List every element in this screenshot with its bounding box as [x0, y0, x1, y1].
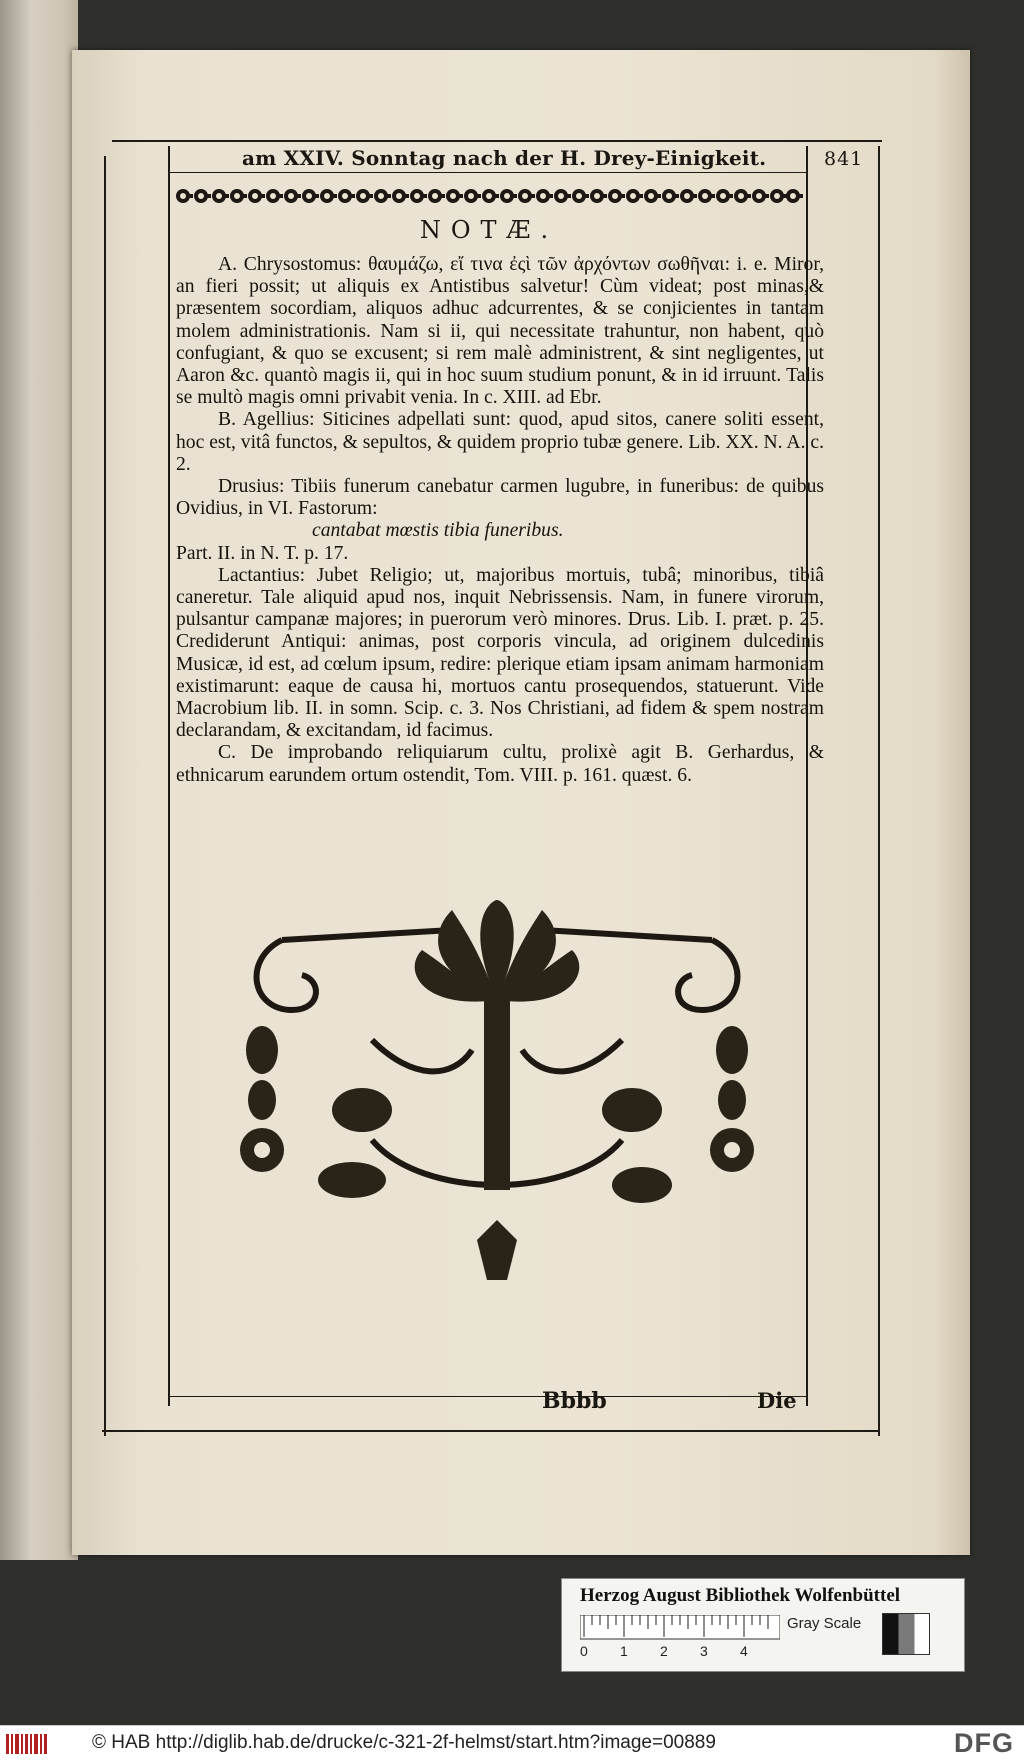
signature-mark: Bbbb	[542, 1388, 607, 1414]
ruler-tick-label: 0	[580, 1643, 588, 1659]
page-number: 841	[824, 148, 864, 170]
verse-quote: cantabat mœstis tibia funeribus.	[312, 520, 564, 542]
note-paragraph: A. Chrysostomus: θαυμάζω, εἴ τινα ἐςὶ τῶν ἀρχόντων σωθῆναι: i. e. Miror, an fieri possit; ut aliquis ex Antistibus salvetur! Cùm videat; post minas,& præsentem socordiam, aliquos adhuc adcurrentes, & se conjicientes in tantam molem administrationis. Nam si ii, qui necessitate trahuntur, non habent, quò confugiant, & quo se excusent; si rem malè administrent, & sint negligentes, ut Aaron &c. quantò magis ii, qui in hoc suum studium ponunt, & in id irruunt. Talis se multò magis omni privabit venia. In c. XIII. ad Ebr.	[176, 254, 824, 409]
ruler-scale-icon	[580, 1615, 780, 1667]
previous-page-edge	[0, 0, 78, 1560]
note-paragraph: B. Agellius: Siticines adpellati sunt: quod, apud sitos, canere soliti essent, hoc est, vitâ functos, & sepultos, & quidem proprio tubæ genere. Lib. XX. N. A. c. 2.	[176, 409, 824, 475]
label-title: Herzog August Bibliothek Wolfenbüttel	[580, 1585, 901, 1606]
frame-rule	[878, 146, 880, 1436]
ruler-tick-label: 3	[700, 1643, 708, 1659]
hab-barcode-logo-icon	[6, 1732, 48, 1756]
ruler-tick-label: 1	[620, 1643, 628, 1659]
library-color-label	[561, 1578, 965, 1672]
frame-rule	[168, 146, 170, 1406]
notes-heading: NOTÆ.	[419, 216, 559, 244]
permalink-text[interactable]: © HAB http://diglib.hab.de/drucke/c-321-2f-helmst/start.htm?image=00889	[92, 1732, 716, 1753]
dfg-logo: DFG	[954, 1728, 1014, 1758]
frame-rule	[168, 172, 808, 173]
reference-line: Part. II. in N. T. p. 17.	[176, 542, 349, 564]
running-head: am XXIV. Sonntag nach der H. Drey-Einigkeit.	[242, 146, 767, 170]
note-paragraph: Drusius: Tibiis funerum canebatur carmen lugubre, in funeribus: de quibus Ovidius, in VI. Fastorum:	[176, 476, 824, 520]
catchword: Die	[757, 1388, 797, 1413]
frame-rule	[104, 156, 106, 1436]
footer-bar	[0, 1725, 1024, 1762]
ruler-tick-label: 4	[740, 1643, 748, 1659]
notes-text	[176, 254, 824, 787]
frame-rule	[168, 1396, 808, 1397]
book-page	[72, 50, 970, 1555]
ruler-tick-label: 2	[660, 1643, 668, 1659]
note-paragraph: C. De improbando reliquiarum cultu, prolixè agit B. Gerhardus, & ethnicarum earundem ortum ostendit, Tom. VIII. p. 161. quæst. 6.	[176, 742, 824, 786]
frame-rule	[102, 1430, 880, 1432]
frame-rule	[112, 140, 882, 142]
gray-scale-label: Gray Scale	[787, 1615, 862, 1632]
woodcut-vignette-icon	[222, 900, 772, 1280]
gray-patch-icon	[882, 1613, 930, 1655]
ornament-band-icon	[174, 184, 804, 208]
note-paragraph: Lactantius: Jubet Religio; ut, majoribus mortuis, tubâ; minoribus, tibiâ caneretur. Tale aliquid apud nos, inquit Nebrissensis. Nam, in funere virorum, pulsantur campanæ majores; in puerorum verò minores. Drus. Lib. I. præt. p. 25. Crediderunt Antiqui: animas, post corporis vincula, ad originem dulcedinis Musicæ, id est, ad cœlum ipsum, redire: plerique etiam ipsam animam harmoniam existimarunt: eaque de causa hi, mortuos cantu prosequendos, statuerunt. Vide Macrobium lib. II. in somn. Scip. c. 3. Nos Christiani, ad fidem & spem nostram declarandam, & excitandam, id facimus.	[176, 564, 824, 742]
